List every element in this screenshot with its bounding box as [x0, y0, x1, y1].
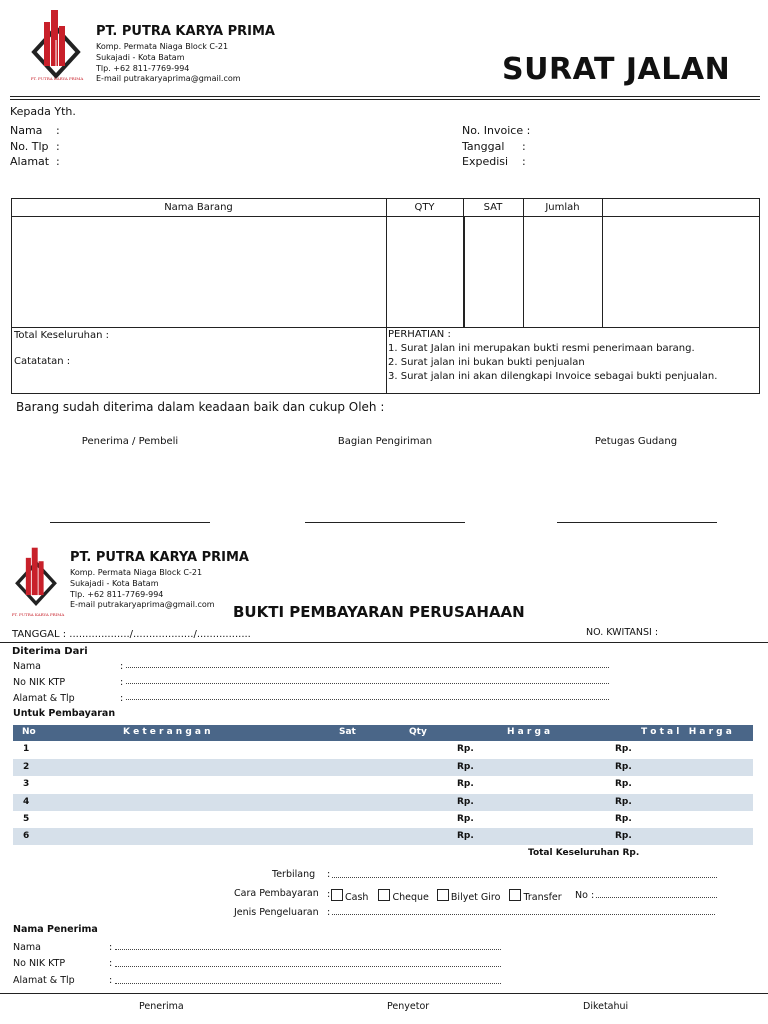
kepada-label: Kepada Yth. — [10, 105, 76, 118]
company-address1: Komp. Permata Niaga Block C-21 — [96, 42, 229, 51]
alamat-colon: : — [109, 975, 113, 986]
signature-line — [50, 522, 210, 523]
tanggal-colon: : — [522, 140, 526, 153]
payment-table-header — [13, 725, 753, 741]
expedisi-label: Expedisi — [462, 155, 509, 168]
nama-colon: : — [120, 661, 124, 672]
cara-pembayaran-label: Cara Pembayaran — [234, 888, 319, 899]
kwitansi-label: NO. KWITANSI : — [586, 627, 659, 638]
company-phone: Tlp. +62 811-7769-994 — [96, 64, 190, 73]
jenis-pengeluaran-colon: : — [327, 907, 331, 918]
col-no: No — [22, 727, 36, 737]
no-label: No : — [575, 890, 595, 901]
sign-diketahui: Diketahui — [583, 1001, 629, 1012]
col-total-harga: T o t a l H a r g a — [641, 727, 732, 737]
alamat-colon: : — [120, 693, 124, 704]
expedisi-colon: : — [522, 155, 526, 168]
logo-caption: PT. PUTRA KARYA PRIMA — [11, 612, 65, 617]
transfer-checkbox[interactable] — [509, 889, 521, 901]
note-2: 2. Surat jalan ini bukan bukti penjualan — [388, 357, 585, 368]
cash-checkbox[interactable] — [331, 889, 343, 901]
col-harga: H a r g a — [507, 727, 551, 737]
col-sat: Sat — [339, 727, 356, 737]
diterima-dari-heading: Diterima Dari — [12, 646, 88, 657]
receipt-statement: Barang sudah diterima dalam keadaan baik dan cukup Oleh : — [16, 400, 385, 414]
transfer-label: Transfer — [523, 892, 562, 903]
nama-colon: : — [56, 124, 60, 137]
cheque-label: Cheque — [392, 892, 429, 903]
table-row: 3 Rp. Rp. — [23, 779, 632, 789]
company-name: PT. PUTRA KARYA PRIMA — [70, 550, 249, 565]
cara-pembayaran-colon: : — [327, 889, 331, 900]
bilyet-giro-label: Bilyet Giro — [450, 892, 501, 903]
terbilang-input-line[interactable] — [332, 877, 717, 878]
header-sat: SAT — [483, 202, 503, 213]
nik-colon: : — [109, 958, 113, 969]
penerima-alamat-input-line[interactable] — [115, 983, 501, 984]
alamat-label: Alamat — [10, 155, 50, 168]
company-email: E-mail putrakaryaprima@gmail.com — [70, 600, 215, 609]
field-nik: No NIK KTP — [13, 958, 66, 969]
signature-line — [305, 522, 465, 523]
field-alamat: Alamat & Tlp — [13, 975, 75, 986]
cheque-checkbox[interactable] — [378, 889, 390, 901]
alamat-colon: : — [56, 155, 60, 168]
sign-penyetor: Penyetor — [387, 1001, 430, 1012]
field-nik: No NIK KTP — [13, 677, 66, 688]
company-address1: Komp. Permata Niaga Block C-21 — [70, 568, 203, 577]
nik-input-line[interactable] — [126, 683, 609, 684]
company-address2: Sukajadi - Kota Batam — [96, 53, 185, 62]
tlp-label: No. Tlp — [10, 140, 49, 153]
terbilang-label: Terbilang — [272, 869, 316, 880]
payment-options — [331, 889, 562, 903]
table-row: 1 Rp. Rp. — [23, 744, 632, 754]
total-keseluruhan-label: Total Keseluruhan Rp. — [528, 848, 640, 858]
total-label: Total Keseluruhan : — [14, 330, 110, 341]
header-qty: QTY — [414, 202, 435, 213]
field-nama: Nama — [13, 661, 42, 672]
company-name: PT. PUTRA KARYA PRIMA — [96, 24, 275, 39]
company-logo — [10, 546, 65, 618]
penerima-nik-input-line[interactable] — [115, 966, 501, 967]
nama-input-line[interactable] — [126, 667, 609, 668]
col-qty: Qty — [409, 727, 427, 737]
penerima-nama-input-line[interactable] — [115, 949, 501, 950]
perhatian-label: PERHATIAN : — [388, 329, 451, 340]
nama-colon: : — [109, 942, 113, 953]
field-nama: Nama — [13, 942, 42, 953]
alamat-input-line[interactable] — [126, 699, 609, 700]
nama-penerima-heading: Nama Penerima — [13, 924, 98, 935]
cash-label: Cash — [345, 892, 369, 903]
signature-line — [557, 522, 717, 523]
bilyet-giro-checkbox[interactable] — [437, 889, 449, 901]
company-email: E-mail putrakaryaprima@gmail.com — [96, 74, 241, 83]
sign-bagian-pengiriman: Bagian Pengiriman — [337, 436, 433, 447]
company-phone: Tlp. +62 811-7769-994 — [70, 590, 164, 599]
untuk-pembayaran-heading: Untuk Pembayaran — [13, 708, 116, 719]
sign-penerima: Penerima — [139, 1001, 184, 1012]
nik-colon: : — [120, 677, 124, 688]
terbilang-colon: : — [327, 869, 331, 880]
invoice-label: No. Invoice : — [462, 124, 531, 137]
table-row: 6 Rp. Rp. — [13, 828, 753, 845]
logo-caption: PT. PUTRA KARYA PRIMA — [30, 76, 84, 81]
tanggal-label: Tanggal — [462, 140, 505, 153]
nama-label: Nama — [10, 124, 43, 137]
table-row: 2 Rp. Rp. — [13, 759, 753, 776]
col-keterangan: K e t e r a n g a n — [123, 727, 211, 737]
company-address2: Sukajadi - Kota Batam — [70, 579, 159, 588]
field-alamat: Alamat & Tlp — [13, 693, 75, 704]
header-jumlah: Jumlah — [545, 202, 580, 213]
sign-penerima-pembeli: Penerima / Pembeli — [81, 436, 179, 447]
note-3: 3. Surat jalan ini akan dilengkapi Invoice sebagai bukti penjualan. — [388, 371, 718, 382]
tlp-colon: : — [56, 140, 60, 153]
payment-title: BUKTI PEMBAYARAN PERUSAHAAN — [233, 603, 525, 621]
note-1: 1. Surat Jalan ini merupakan bukti resmi penerimaan barang. — [388, 343, 695, 354]
document-title: SURAT JALAN — [502, 52, 731, 87]
jenis-input-line[interactable] — [332, 914, 715, 915]
table-row: 4 Rp. Rp. — [13, 794, 753, 811]
jenis-pengeluaran-label: Jenis Pengeluaran — [234, 907, 319, 918]
tanggal-field: TANGGAL : .................../.................../................. — [12, 629, 251, 640]
company-logo — [26, 8, 86, 86]
sign-petugas-gudang: Petugas Gudang — [594, 436, 678, 447]
header-nama-barang: Nama Barang — [164, 202, 233, 213]
catatan-label: Catatatan : — [14, 356, 71, 367]
table-row: 5 Rp. Rp. — [23, 814, 632, 824]
no-input-line[interactable] — [596, 897, 717, 898]
